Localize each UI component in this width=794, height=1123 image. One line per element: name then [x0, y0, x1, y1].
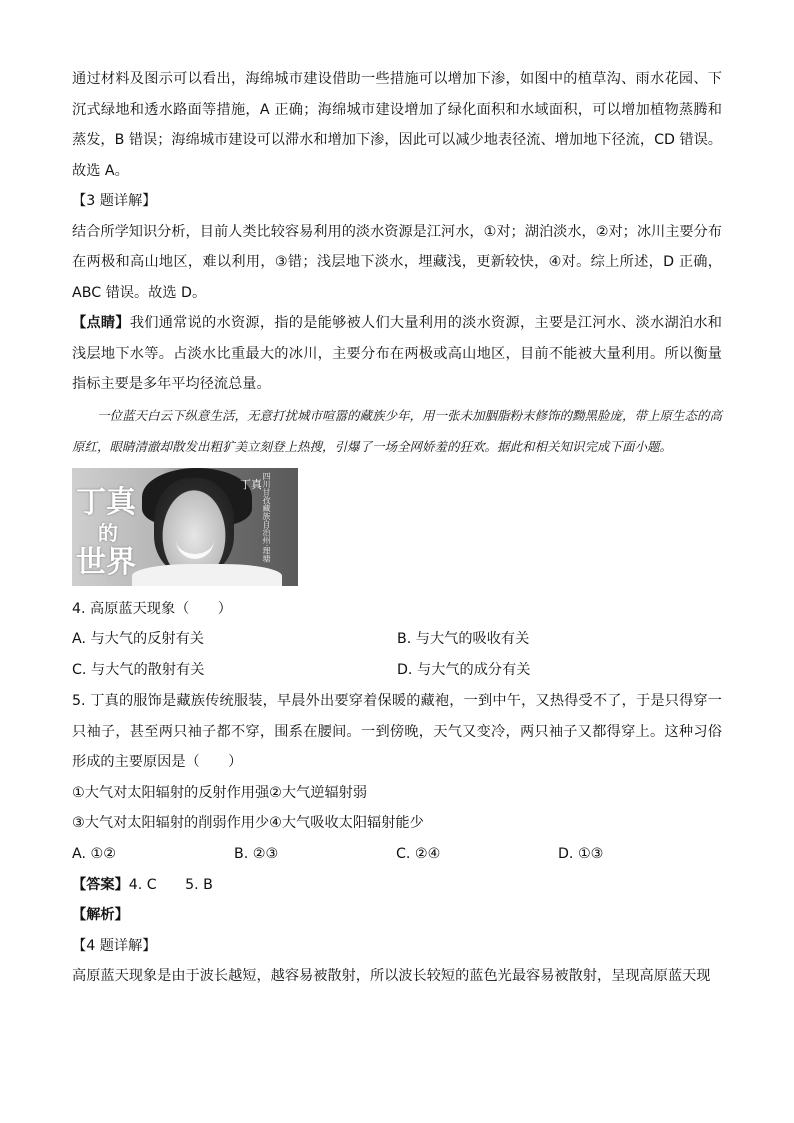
dianjing-label: 【点睛】 [72, 315, 130, 331]
paragraph-sponge-city: 通过材料及图示可以看出，海绵城市建设借助一些措施可以增加下渗，如图中的植草沟、雨水花园、下沉式绿地和透水路面等措施，A 正确；海绵城市建设增加了绿化面积和水域面积，可以增加植物蒸腾和蒸发，B 错误；海绵城市建设可以滞水和增加下渗，因此可以减少地表径流、增加地下径流，CD 错误。故选 A。 [72, 71, 722, 179]
q5-option-a: A. ①② [72, 845, 116, 862]
document-page [72, 64, 722, 992]
q4-option-a: A. 与大气的反射有关 [72, 631, 204, 647]
paragraph-material: 一位蓝天白云下纵意生活，无意打扰城市喧嚣的藏族少年，用一张未加胭脂粉末修饰的黝黑脸庞，带上原生态的高原红，眼睛清澈却散发出粗犷美立刻登上热搜，引爆了一场全网娇羞的狂欢。据此和相关知识完成下面小题。 [72, 407, 723, 454]
paragraph-q4-detail: 高原蓝天现象是由于波长越短，越容易被散射，所以波长较短的蓝色光最容易被散射，呈现高原蓝天现 [72, 968, 711, 984]
q5-statements-2: ③大气对太阳辐射的削弱作用少④大气吸收太阳辐射能少 [72, 815, 424, 831]
answer-label: 【答案】 [72, 876, 129, 893]
heading-q3-detail: 【3 题详解】 [72, 193, 157, 209]
photo-title-line-2: 的 [98, 520, 118, 545]
q4-option-d: D. 与大气的成分有关 [397, 662, 531, 678]
paragraph-dianjing [72, 308, 722, 400]
q5-option-d: D. ①③ [558, 845, 604, 862]
photo-coat [132, 564, 282, 586]
analysis-label: 【解析】 [72, 907, 129, 923]
q5-statements-1: ①大气对太阳辐射的反射作用强②大气逆辐射弱 [72, 784, 368, 801]
q5-stem: 5. 丁真的服饰是藏族传统服装，早晨外出要穿着保暖的藏袍，一到中午，又热得受不了，于是只得穿一只袖子，甚至两只袖子都不穿，围系在腰间。一到傍晚，天气又变冷，两只袖子又都得穿上。这种习俗形成的主要原因是（ ） [72, 693, 722, 770]
q4-option-b: B. 与大气的吸收有关 [397, 631, 530, 647]
dianjing-text: 我们通常说的水资源，指的是能够被人们大量利用的淡水资源，主要是江河水、淡水湖泊水和浅层地下水等。占淡水比重最大的冰川，主要分布在两极或高山地区，目前不能被大量利用。所以衡量指标主要是多年平均径流总量。 [72, 315, 722, 392]
q5-options-row [72, 839, 722, 870]
photo-title-line-1: 丁真 [76, 484, 136, 520]
photo-title [76, 484, 146, 580]
paragraph-q3-detail: 结合所学知识分析，目前人类比较容易利用的淡水资源是江河水，①对；湖泊淡水，②对；冰川主要分布在两极和高山地区，难以利用，③错；浅层地下淡水，埋藏浅，更新较快，④对。综上所述，D 正确，ABC 错误。故选 D。 [72, 223, 722, 301]
heading-q4-detail: 【4 题详解】 [72, 937, 157, 954]
photo-face [154, 478, 234, 574]
q4-option-c: C. 与大气的散射有关 [72, 662, 205, 678]
q5-option-b: B. ②③ [234, 845, 279, 862]
dingzhen-photo [72, 468, 298, 586]
q5-option-c: C. ②④ [396, 845, 441, 862]
answer-line [72, 870, 722, 901]
q4-options-row-1 [72, 624, 722, 655]
answer-text: 4. C 5. B [128, 876, 213, 893]
q4-stem: 4. 高原蓝天现象（ ） [72, 600, 232, 617]
q4-options-row-2 [72, 655, 722, 686]
photo-title-line-3: 世界 [76, 544, 136, 580]
photo-name: 丁真 [240, 477, 262, 491]
photo-side-text: 四川甘孜藏族自治州·理塘 [262, 471, 271, 563]
